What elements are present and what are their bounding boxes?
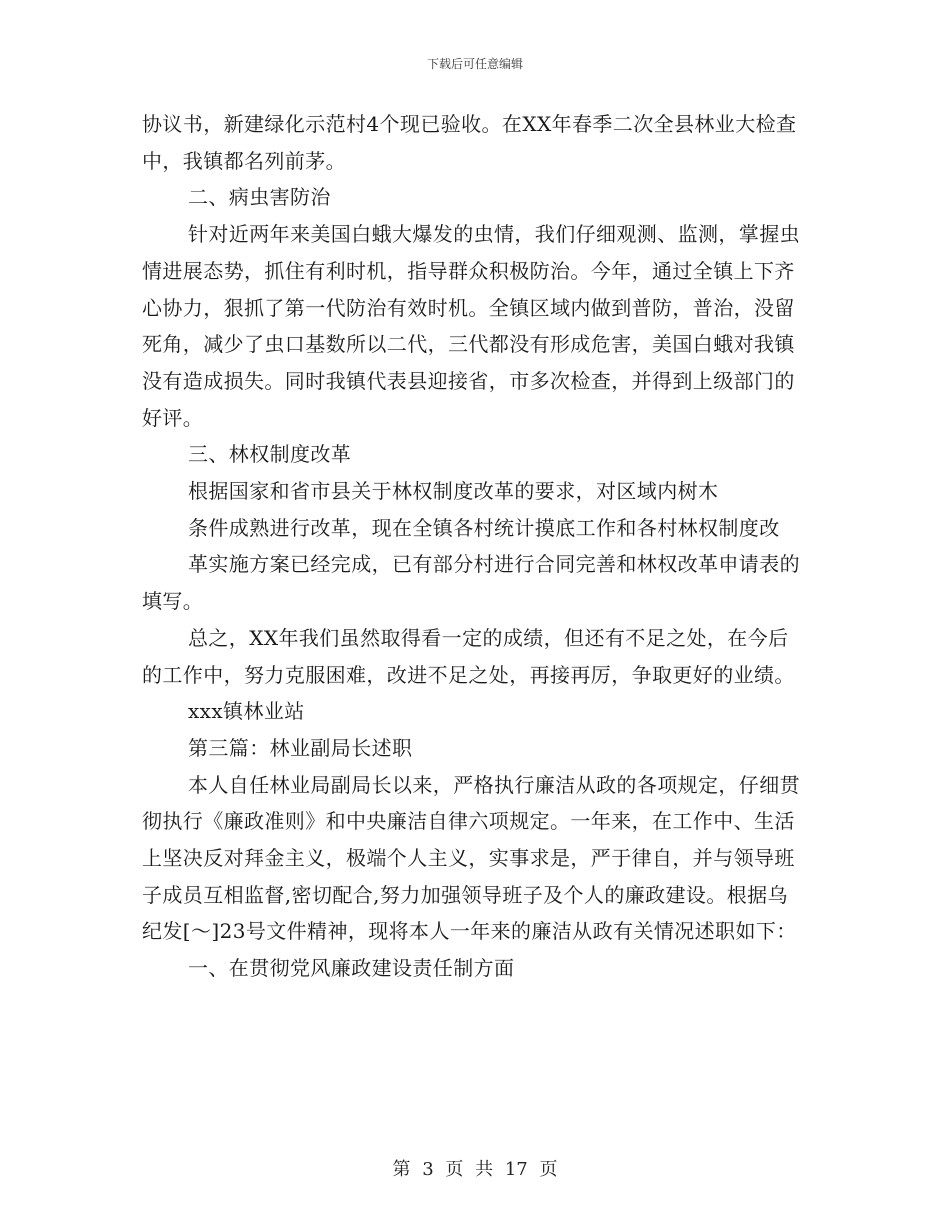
section-heading-responsibility: 一、在贯彻党风廉政建设责任制方面	[188, 956, 515, 981]
signature-forestry-station: xxx镇林业站	[188, 699, 305, 724]
section-heading-forest-rights: 三、林权制度改革	[188, 442, 352, 467]
paragraph-continuation: 协议书，新建绿化示范村4个现已验收。在XX年春季二次全县林业大检查中，我镇都名列前茅。	[142, 112, 797, 173]
paragraph-report-intro: 本人自任林业局副局长以来，严格执行廉洁从政的各项规定，仔细贯彻执行《廉政准则》和中央廉洁自律六项规定。一年来，在工作中、生活上坚决反对拜金主义，极端个人主义，实事求是，严于律自，并与领导班子成员互相监督,密切配合,努力加强领导班子及个人的廉政建设。根据乌纪发[～]23号文件精神，现将本人一年来的廉洁从政有关情况述职如下：	[142, 772, 800, 944]
paragraph-forest-rights-line3: 革实施方案已经完成，已有部分村进行合同完善和林权改革申请表的填写。	[142, 552, 800, 614]
document-body	[142, 106, 807, 987]
article-title: 第三篇：林业副局长述职	[188, 735, 413, 760]
paragraph-forest-rights-line2: 条件成熟进行改革，现在全镇各村统计摸底工作和各村林权制度改	[188, 515, 780, 540]
section-heading-pest-control: 二、病虫害防治	[188, 185, 331, 210]
paragraph-pest-control: 针对近两年来美国白蛾大爆发的虫情，我们仔细观测、监测，掌握虫情进展态势，抓住有利时机，指导群众积极防治。今年，通过全镇上下齐心协力，狠抓了第一代防治有效时机。全镇区域内做到普防，普治，没留死角，减少了虫口基数所以二代，三代都没有形成危害，美国白蛾对我镇没有造成损失。同时我镇代表县迎接省，市多次检查，并得到上级部门的好评。	[142, 222, 800, 430]
page-header: 下载后可任意编辑	[426, 57, 523, 71]
paragraph-forest-rights-line1: 根据国家和省市县关于林权制度改革的要求，对区域内树木	[188, 479, 719, 504]
paragraph-summary: 总之，XX年我们虽然取得看一定的成绩，但还有不足之处，在今后的工作中，努力克服困难，改进不足之处，再接再厉，争取更好的业绩。	[142, 625, 795, 687]
page-footer: 第 3 页 共 17 页	[392, 1159, 558, 1180]
